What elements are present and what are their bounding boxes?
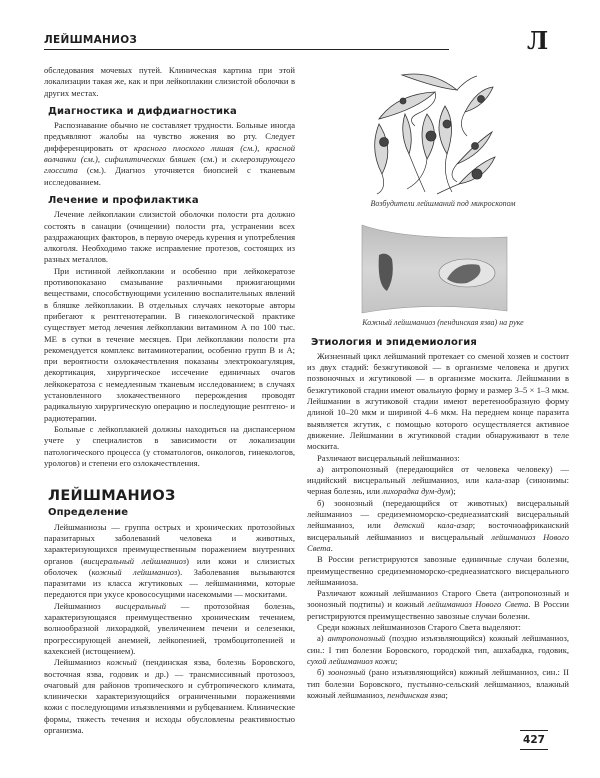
etiology-paragraph-2: Различают висцеральный лейшманиоз: <box>317 452 460 463</box>
etiology-paragraph-3: а) антропонозный (передающийся от человека человеку) — индийский висцеральный лейшманиоз, или кала-азар (синонимы: черная болезнь, или лихорадка дум-дум); <box>307 463 569 497</box>
treatment-paragraph-1: Лечение лейкоплакии слизистой оболочки полости рта должно состоять в санации (очищении) полости рта, устранении всех раздражающих факторов, в первую очередь курения и употребления алкоголя. Необходимо также исправление протезов, состоящих из разных металлов. <box>44 209 295 265</box>
etiology-paragraph-8: а) антропонозный (поздно изъязвляющийся) кожный лейшманиоз, син.: I тип болезни Боровского, городской тип, ашхабадка, годовик, сухой лейшманиоз кожи; <box>307 633 569 666</box>
right-column <box>307 64 569 701</box>
figure-cutaneous-leishmaniasis <box>307 223 569 328</box>
running-title: ЛЕЙШМАНИОЗ <box>44 34 138 46</box>
leishmania-illustration <box>307 64 569 196</box>
etiology-paragraph-9: б) зоонозный (рано изъязвляющийся) кожный лейшманиоз, син.: II тип болезни Боровского, пустынно-сельский лейшманиоз, влажный кожный лейшманиоз, пендинская язва; <box>307 667 569 700</box>
treatment-paragraph-2: При истинной лейкоплакии и особенно при лейкокератозе противопоказано смазывание различными прижигающими веществами, способствующими усилению воспалительных явлений в бляшке лейкоплакии. В отдельных случаях некоторые авторы прибегают к рентгенотерапии. В гинекологической практике существует метод лечения лейкоплакии витамином А по 100 тыс. МЕ в сутки в течение месяцев. При лейкоплакии полости рта рекомендуется комплекс витаминотерапии, особенно групп В и А; при вероятности озлокачествления показаны электрокоагуляция, декортикация, хирургическое иссечение единичных очагов лейкокератоза с немедленным тканевым исследованием; в случаях установленного злокачественного перерождения проводят радикальную хирургическую операцию и последующие рентгено- и радиотерапии. <box>44 265 295 423</box>
definition-heading: Определение <box>48 507 129 519</box>
left-column <box>44 65 295 736</box>
intro-paragraph: обследования мочевых путей. Клиническая картина при этой локализации такая же, как и при лейкоплакии слизистой оболочки в других местах. <box>44 65 295 98</box>
figure-2-caption: Кожный лейшманиоз (пендинская язва) на руке <box>362 318 524 328</box>
definition-paragraph-1: Лейшманиозы — группа острых и хронических протозойных паразитарных заболеваний человека и животных, характеризующихся преимущественным поражением внутренних органов (висцеральный лейшманиоз) или кожи и слизистых оболочек (кожный лейшманиоз). Заболевания вызываются паразитами из класса жгутиковых — лейшманиями, которые передаются при укусе кровососущими насекомыми — москитами. <box>44 521 296 600</box>
etiology-paragraph-7: Среди кожных лейшманиозов Старого Света выделяют: <box>317 622 521 633</box>
treatment-heading: Лечение и профилактика <box>48 194 199 206</box>
etiology-paragraph-1: Жизненный цикл лейшманий протекает со сменой хозяев и состоит из двух стадий: безжгутиковой — в организме человека и других позвоночных и жгутиковой — в организме москита. Лейшмании в безжгутиковой стадии имеют овальную форму и размер 3–5 × 1–3 мкм. Лейшмании в жгутиковой стадии имеют веретенообразную форму длиной 10–20 мкм и шириной 4–6 мкм. На переднем конце паразита выявляется жгутик, с помощью которого осуществляется активное движение. Лейшмании в жгутиковой стадии обнаруживают в теле москита. <box>307 350 569 452</box>
figure-1-caption: Возбудители лейшманий под микроскопом <box>370 199 516 208</box>
etiology-paragraph-4: б) зоонозный (передающийся от животных) висцеральный лейшманиоз — средиземноморско-среднеазиатский висцеральный лейшманиоз, или детский кала-азар; восточноафриканский висцеральный лейшманиоз и висцеральный лейшманиоз Нового Света. <box>307 497 570 553</box>
skin-ulcer-image-icon <box>307 223 569 315</box>
etiology-paragraph-5: В России регистрируются завозные единичные случаи болезни, преимущественно средиземноморско-среднеазиатского висцерального лейшманиоза. <box>307 554 569 587</box>
page-number: 427 <box>520 730 548 750</box>
definition-paragraph-2: Лейшманиоз висцеральный — протозойная болезнь, характеризующаяся преимущественно хроническим течением, волнообразной лихорадкой, увеличением печени и селезенки, прогрессирующей анемией, лейкопенией, тромбоцитопенией и кахексией (истощением). <box>44 600 296 656</box>
skin-lesion-illustration <box>307 223 569 315</box>
etiology-heading: Этиология и эпидемиология <box>311 336 477 348</box>
diagnostics-heading: Диагностика и дифдиагностика <box>48 105 237 117</box>
definition-paragraph-3: Лейшманиоз кожный (пендинская язва, болезнь Боровского, восточная язва, годовик и др.) — трансмиссивный протозооз, очаговый для районов тропического и субтропического климата, клинически характеризующийся ограниченными поражениями кожи с последующими изъязвлениями и рубцеванием. Клинические формы, тяжесть течения и исходы обусловлены реактивностью организма. <box>44 657 295 736</box>
figure-leishmania-microscope <box>307 64 569 209</box>
running-header <box>44 30 449 50</box>
treatment-paragraph-3: Больные с лейкоплакией должны находиться на диспансерном учете у специалистов в зависимости от локализации патологического процесса (у стоматологов, онкологов, гинекологов, урологов) и степени его озлокачествления. <box>44 423 295 468</box>
etiology-paragraph-6: Различают кожный лейшманиоз Старого Света (антропонозный и зоонозный подтипы) и кожный лейшманиоз Нового Света. В России регистрируются преимущественно завозные случаи болезни. <box>307 588 569 621</box>
section-letter: Л <box>527 26 549 55</box>
diagnostics-paragraph: Распознавание обычно не составляет трудности. Больные иногда предъявляют жалобы на чувство жжения во рту. Следует дифференцировать от красного плоского лишая (см.), красной волчанки (см.), сифилитических бляшек (см.) и склерозирующего глоссита (см.). Диагноз уточняется биопсией с тканевым исследованием. <box>44 120 295 187</box>
leishmania-parasites-icon <box>307 64 569 196</box>
article-title: ЛЕЙШМАНИОЗ <box>48 488 176 505</box>
